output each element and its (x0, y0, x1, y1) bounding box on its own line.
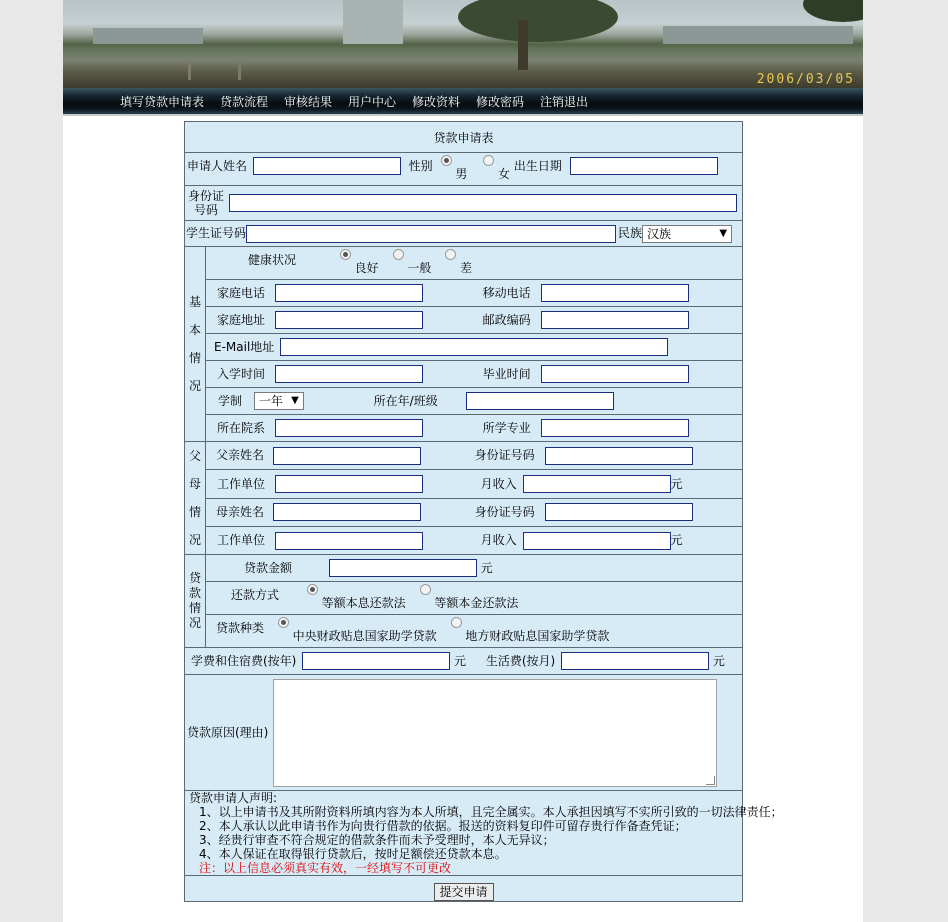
health-fair-label: 一般 (407, 260, 432, 275)
postcode-input[interactable] (541, 311, 689, 329)
gender-male-radio[interactable] (441, 155, 452, 166)
tuition-input[interactable] (302, 652, 450, 670)
page (63, 0, 863, 922)
banner-post (238, 62, 241, 80)
ethnicity-label: 民族 (618, 226, 643, 241)
loan-amount-input[interactable] (329, 559, 477, 577)
nav-fill-application[interactable]: 填写贷款申请表 (120, 95, 205, 109)
declaration-line: 4、本人保证在取得银行贷款后，按时足额偿还贷款本息。 (199, 847, 507, 861)
declaration-line: 2、本人承认以此申请书作为向贵行借款的依据。报送的资料复印件可留存贵行作备查凭证； (199, 819, 687, 833)
email-label: E-Mail地址 (214, 339, 275, 354)
graduate-date-label: 毕业时间 (482, 366, 531, 381)
mother-name-label: 母亲姓名 (216, 504, 265, 519)
gender-female-radio[interactable] (483, 155, 494, 166)
repay-equal-installment-label: 等额本息还款法 (321, 595, 406, 610)
ethnicity-value: 汉族 (647, 226, 672, 241)
living-expense-label: 生活费(按月) (485, 653, 556, 668)
declaration-line: 1、以上申请书及其所附资料所填内容为本人所填，且完全属实。本人承担因填写不实所引致的一切法律责任； (199, 805, 783, 819)
banner-date-stamp: 2006/03/05 (756, 72, 855, 87)
loan-type-local-label: 地方财政贴息国家助学贷款 (465, 628, 610, 643)
declaration-block (185, 791, 783, 876)
department-label: 所在院系 (217, 420, 266, 435)
health-good-label: 良好 (354, 260, 379, 275)
repay-equal-principal-radio[interactable] (420, 584, 431, 595)
section-char: 基 (188, 295, 201, 309)
section-char: 情 (188, 505, 201, 519)
banner-building (93, 28, 203, 44)
email-input[interactable] (280, 338, 668, 356)
father-income-input[interactable] (523, 475, 671, 493)
resize-grip-icon (706, 776, 715, 785)
section-char: 况 (188, 616, 201, 630)
submit-button[interactable]: 提交申请 (434, 883, 494, 901)
enroll-date-input[interactable] (275, 365, 423, 383)
banner-tree (458, 0, 618, 42)
mother-income-label: 月收入 (480, 533, 517, 548)
banner-building (663, 26, 853, 44)
id-card-label: 身份证 (187, 189, 224, 203)
loan-type-central-label: 中央财政贴息国家助学贷款 (292, 628, 437, 643)
loan-reason-label: 贷款原因(理由) (187, 725, 269, 739)
mother-name-input[interactable] (273, 503, 421, 521)
section-char: 母 (188, 477, 201, 491)
health-poor-label: 差 (460, 260, 473, 275)
section-char: 况 (188, 379, 201, 393)
applicant-name-input[interactable] (253, 157, 401, 175)
home-phone-input[interactable] (275, 284, 423, 302)
declaration-line: 3、经贵行审查不符合规定的借款条件而未予受理时，本人无异议； (199, 833, 555, 847)
health-fair-radio[interactable] (393, 249, 404, 260)
student-id-input[interactable] (246, 225, 616, 243)
enroll-date-label: 入学时间 (217, 366, 266, 381)
nav-loan-process[interactable]: 贷款流程 (220, 95, 269, 109)
father-work-unit-input[interactable] (275, 475, 423, 493)
section-char: 情 (188, 351, 201, 365)
loan-type-local-radio[interactable] (451, 617, 462, 628)
mother-income-input[interactable] (523, 532, 671, 550)
repay-equal-principal-label: 等额本金还款法 (434, 595, 519, 610)
section-char: 本 (188, 323, 201, 337)
loan-amount-label: 贷款金额 (244, 560, 293, 575)
home-address-input[interactable] (275, 311, 423, 329)
graduate-date-input[interactable] (541, 365, 689, 383)
nav-change-password[interactable]: 修改密码 (476, 95, 525, 109)
section-char: 情 (188, 601, 201, 615)
father-work-unit-label: 工作单位 (217, 476, 266, 491)
gender-male-label: 男 (455, 166, 468, 181)
nav-edit-profile[interactable]: 修改资料 (412, 95, 461, 109)
father-id-label: 身份证号码 (474, 448, 535, 463)
mother-id-label: 身份证号码 (474, 504, 535, 519)
campus-banner-image (63, 0, 863, 88)
nav-user-center[interactable]: 用户中心 (348, 95, 397, 109)
ethnicity-select[interactable] (642, 225, 732, 243)
father-income-unit: 元 (670, 476, 683, 491)
loan-type-label: 贷款种类 (216, 620, 265, 635)
father-id-input[interactable] (545, 447, 693, 465)
living-expense-input[interactable] (561, 652, 709, 670)
mother-work-unit-input[interactable] (275, 532, 423, 550)
declaration-warning: 注：以上信息必须真实有效，一经填写不可更改 (199, 861, 452, 875)
loan-reason-textarea[interactable] (273, 679, 717, 787)
tuition-unit: 元 (454, 653, 467, 668)
section-char: 贷 (188, 571, 201, 585)
mobile-input[interactable] (541, 284, 689, 302)
grade-class-input[interactable] (466, 392, 614, 410)
section-char: 款 (188, 586, 201, 600)
form-title: 贷款申请表 (185, 122, 743, 153)
major-label: 所学专业 (482, 420, 531, 435)
gender-female-label: 女 (498, 166, 511, 181)
dropdown-arrow-icon: ▼ (291, 395, 299, 407)
birthdate-input[interactable] (570, 157, 718, 175)
department-input[interactable] (275, 419, 423, 437)
id-card-label-2: 号码 (193, 203, 218, 217)
declaration-title: 贷款申请人声明: (189, 791, 278, 805)
father-name-label: 父亲姓名 (216, 448, 265, 463)
living-expense-unit: 元 (712, 653, 725, 668)
nav-logout[interactable]: 注销退出 (540, 95, 589, 109)
dropdown-arrow-icon: ▼ (719, 227, 728, 239)
mobile-label: 移动电话 (482, 285, 531, 300)
major-input[interactable] (541, 419, 689, 437)
banner-tree-trunk (518, 20, 528, 70)
nav-divider (63, 114, 863, 116)
health-label: 健康状况 (248, 252, 297, 267)
postcode-label: 邮政编码 (482, 312, 531, 327)
health-poor-radio[interactable] (445, 249, 456, 260)
student-id-label: 学生证号码 (186, 226, 247, 241)
repay-method-label: 还款方式 (231, 587, 280, 602)
loan-type-central-radio[interactable] (278, 617, 289, 628)
banner-post (188, 62, 191, 80)
nav-review-results[interactable]: 审核结果 (284, 95, 333, 109)
home-phone-label: 家庭电话 (217, 285, 266, 300)
gender-label: 性别 (408, 158, 433, 173)
id-card-input[interactable] (229, 194, 737, 212)
section-char: 父 (188, 449, 201, 463)
section-loan-info (185, 555, 206, 648)
loan-application-form (184, 121, 783, 902)
repay-equal-installment-radio[interactable] (307, 584, 318, 595)
home-address-label: 家庭地址 (217, 312, 266, 327)
section-parents-info (185, 442, 206, 555)
banner-building (343, 0, 403, 44)
tuition-label: 学费和住宿费(按年) (191, 653, 297, 668)
top-nav (63, 88, 863, 114)
loan-amount-unit: 元 (480, 560, 493, 575)
mother-work-unit-label: 工作单位 (217, 533, 266, 548)
schooling-value: 一年 (258, 394, 283, 409)
birthdate-label: 出生日期 (513, 158, 562, 173)
section-basic-info (185, 247, 206, 442)
mother-id-input[interactable] (545, 503, 693, 521)
health-good-radio[interactable] (340, 249, 351, 260)
schooling-select[interactable] (254, 392, 304, 410)
mother-income-unit: 元 (670, 533, 683, 548)
applicant-name-label: 申请人姓名 (187, 158, 248, 173)
banner-tree (803, 0, 863, 22)
section-char: 况 (188, 533, 201, 547)
father-name-input[interactable] (273, 447, 421, 465)
father-income-label: 月收入 (480, 476, 517, 491)
schooling-label: 学制 (218, 393, 243, 408)
grade-class-label: 所在年/班级 (373, 393, 438, 408)
